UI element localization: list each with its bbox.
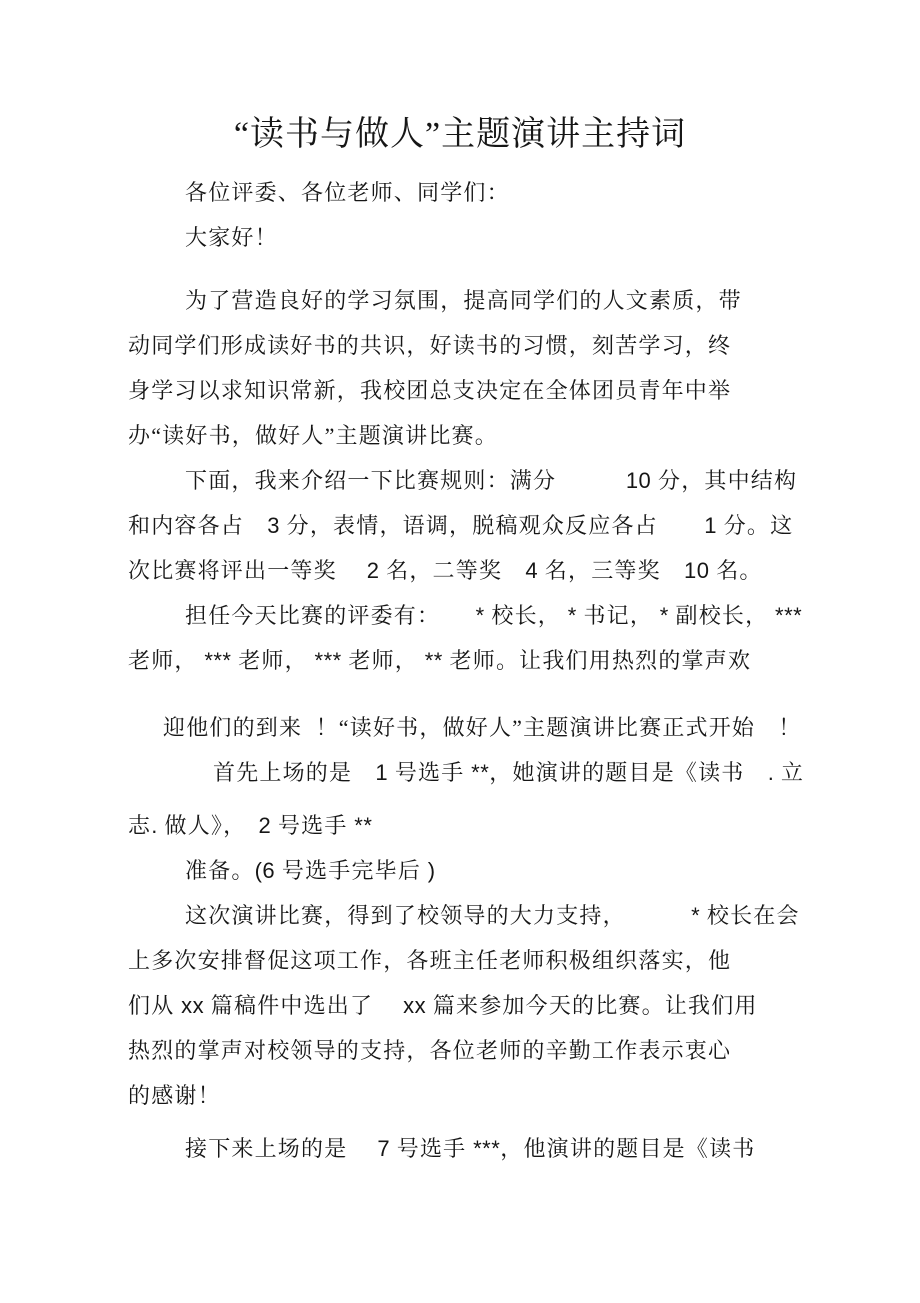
- doc-line-12: 迎他们的到来 ！“读好书，做好人”主题演讲比赛正式开始 ！: [163, 715, 802, 740]
- doc-line-18: 们从 xx 篇稿件中选出了 xx 篇来参加今天的比赛。让我们用: [128, 993, 758, 1018]
- doc-line-09: 次比赛将评出一等奖 2 名，二等奖 4 名，三等奖 10 名。: [128, 558, 763, 583]
- doc-line-07: 下面，我来介绍一下比赛规则：满分 10 分，其中结构: [185, 468, 798, 493]
- doc-line-17: 上多次安排督促这项工作，各班主任老师积极组织落实，他: [128, 948, 732, 973]
- doc-line-13: 首先上场的是 1 号选手 **，她演讲的题目是《读书 . 立: [213, 760, 805, 785]
- doc-line-03: 为了营造良好的学习氛围，提高同学们的人文素质，带: [185, 288, 742, 313]
- doc-title: “读书与做人”主题演讲主持词: [233, 116, 687, 153]
- doc-line-08: 和内容各占 3 分，表情，语调，脱稿观众反应各占 1 分。这: [128, 513, 794, 538]
- doc-line-21: 接下来上场的是 7 号选手 ***，他演讲的题目是《读书: [185, 1136, 756, 1161]
- doc-line-01: 各位评委、各位老师、同学们：: [185, 180, 510, 205]
- doc-line-10: 担任今天比赛的评委有： * 校长， * 书记， * 副校长， ***: [185, 603, 803, 628]
- doc-line-19: 热烈的掌声对校领导的支持，各位老师的辛勤工作表示衷心: [128, 1038, 732, 1063]
- doc-body: [128, 170, 848, 1171]
- doc-line-20: 的感谢！: [128, 1083, 221, 1108]
- doc-line-06: 办“读好书，做好人”主题演讲比赛。: [128, 423, 498, 448]
- doc-line-04: 动同学们形成读好书的共识，好读书的习惯，刻苦学习，终: [128, 333, 732, 358]
- doc-line-15: 准备。(6 号选手完毕后 ): [185, 858, 436, 883]
- doc-line-02: 大家好！: [185, 225, 278, 250]
- doc-line-11: 老师， *** 老师， *** 老师， ** 老师。让我们用热烈的掌声欢: [128, 648, 752, 673]
- doc-line-05: 身学习以求知识常新，我校团总支决定在全体团员青年中举: [128, 378, 732, 403]
- doc-line-16: 这次演讲比赛，得到了校领导的大力支持， * 校长在会: [185, 903, 800, 928]
- doc-line-14: 志. 做人》， 2 号选手 **: [128, 813, 373, 838]
